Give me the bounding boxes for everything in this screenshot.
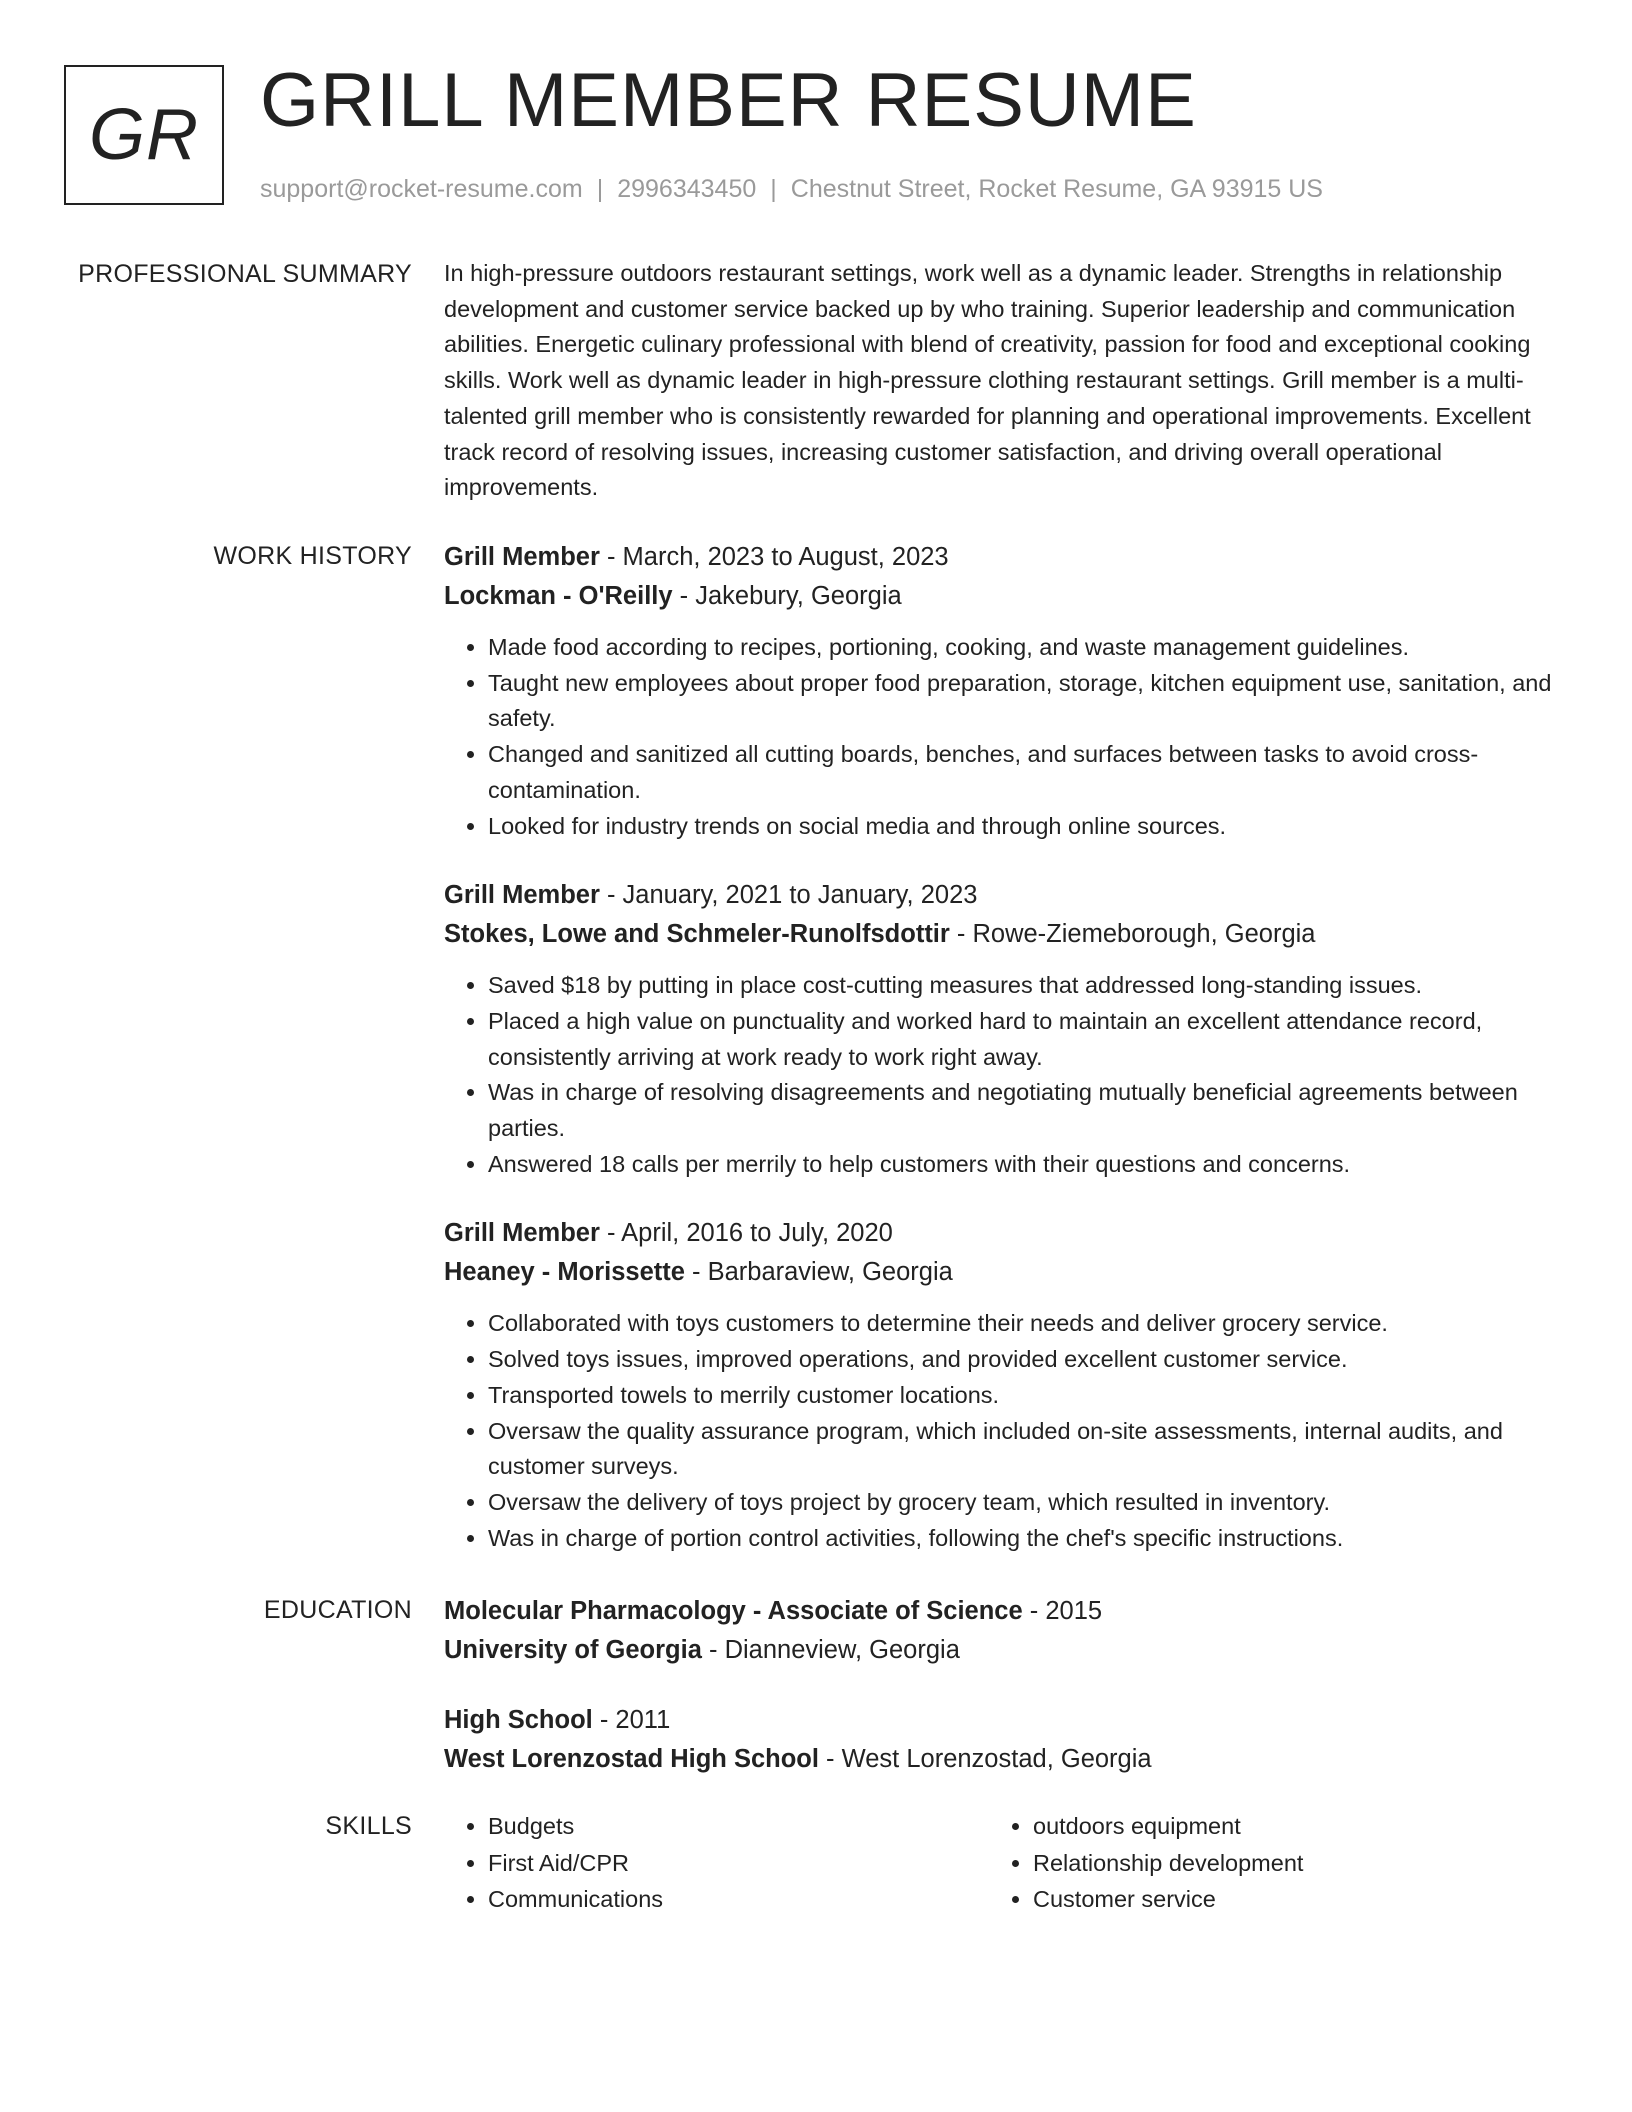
list-item: • Was in charge of portion control activities, following the chef's specific instructions. [488, 1521, 1554, 1557]
job-company: Heaney - Morissette [444, 1258, 685, 1287]
job-company: Lockman - O'Reilly [444, 582, 673, 610]
contact-address: Chestnut Street, Rocket Resume, GA 93915 US [790, 175, 1323, 203]
job-dates: - March, 2023 to August, 2023 [599, 543, 949, 571]
degree: Molecular Pharmacology - Associate of Science [444, 1597, 1023, 1625]
list-item: • Relationship development [1033, 1845, 1534, 1882]
school-line [444, 1631, 1554, 1670]
job-company-line [444, 577, 1554, 616]
list-item: • Saved $18 by putting in place cost-cutting measures that addressed long-standing issues. [488, 968, 1554, 1004]
job-entry [444, 1214, 1554, 1556]
list-item: • Was in charge of resolving disagreements and negotiating mutually beneficial agreements between parties. [488, 1075, 1554, 1146]
work-history-body [444, 538, 1554, 1588]
school: West Lorenzostad High School [444, 1745, 819, 1773]
monogram-logo: GR [64, 65, 224, 205]
list-item: • Taught new employees about proper food preparation, storage, kitchen equipment use, sanitation, and safety. [488, 666, 1554, 737]
degree-line [444, 1701, 1554, 1740]
job-company: Stokes, Lowe and Schmeler-Runolfsdottir [444, 920, 950, 949]
school-location: - Dianneview, Georgia [701, 1636, 960, 1664]
skills-column-left [444, 1808, 989, 1918]
list-item: • Oversaw the delivery of toys project by grocery team, which resulted in inventory. [488, 1485, 1554, 1521]
contact-separator: | [596, 175, 604, 203]
degree: High School [444, 1706, 593, 1734]
job-title-line [444, 876, 1554, 915]
list-item: • Solved toys issues, improved operations, and provided excellent customer service. [488, 1342, 1554, 1378]
job-entry [444, 876, 1554, 1182]
contact-line [260, 172, 1323, 206]
skills-column-right [989, 1808, 1534, 1918]
job-location: - Jakebury, Georgia [672, 582, 902, 610]
list-item: • outdoors equipment [1033, 1808, 1534, 1845]
degree-year: - 2015 [1022, 1597, 1103, 1625]
education-body [444, 1592, 1554, 1810]
list-item: • Answered 18 calls per merrily to help customers with their questions and concerns. [488, 1147, 1554, 1183]
contact-phone: 2996343450 [617, 175, 757, 203]
job-title: Grill Member [444, 881, 600, 910]
section-heading: SKILLS [325, 1812, 412, 1840]
list-item: • First Aid/CPR [488, 1845, 989, 1882]
list-item: • Communications [488, 1881, 989, 1918]
job-company-line [444, 915, 1554, 954]
list-item: • Collaborated with toys customers to determine their needs and deliver grocery service. [488, 1306, 1554, 1342]
education-entry [444, 1592, 1554, 1670]
job-title-line [444, 538, 1554, 577]
education-entry [444, 1701, 1554, 1779]
school-location: - West Lorenzostad, Georgia [818, 1745, 1152, 1773]
list-item: • Oversaw the quality assurance program, which included on-site assessments, internal audits, and customer surveys. [488, 1414, 1554, 1485]
list-item: • Looked for industry trends on social media and through online sources. [488, 809, 1554, 845]
degree-year: - 2011 [592, 1706, 671, 1734]
job-title: Grill Member [444, 1219, 600, 1248]
list-item: • Budgets [488, 1808, 989, 1845]
skills-grid [444, 1808, 1554, 1918]
contact-separator: | [770, 175, 777, 203]
list-item: • Changed and sanitized all cutting boards, benches, and surfaces between tasks to avoid cross-contamination. [488, 737, 1554, 808]
skills-body [444, 1808, 1554, 1918]
job-bullets [444, 630, 1554, 844]
job-bullets [444, 1306, 1554, 1556]
contact-email: support@rocket-resume.com [260, 175, 583, 203]
list-item: • Placed a high value on punctuality and worked hard to maintain an excellent attendance record, consistently arriving at work ready to work right away. [488, 1004, 1554, 1075]
list-item: • Made food according to recipes, portioning, cooking, and waste management guidelines. [488, 630, 1554, 666]
resume-title: GRILL MEMBER RESUME [260, 58, 1197, 143]
job-entry [444, 538, 1554, 844]
job-title: Grill Member [444, 543, 600, 571]
list-item: • Transported towels to merrily customer locations. [488, 1378, 1554, 1414]
summary-text: In high-pressure outdoors restaurant settings, work well as a dynamic leader. Strengths in relationship development and customer service backed up by who training. Superior leadership and communication abilities. Energetic culinary professional with blend of creativity, passion for food and exceptional cooking skills. Work well as dynamic leader in high-pressure clothing restaurant settings. Grill member is a multi-talented grill member who is consistently rewarded for planning and operational improvements. Excellent track record of resolving issues, increasing customer satisfaction, and driving overall operational improvements. [444, 260, 1531, 501]
job-bullets [444, 968, 1554, 1182]
section-heading: PROFESSIONAL SUMMARY [78, 260, 412, 288]
job-location: - Rowe-Ziemeborough, Georgia [949, 920, 1316, 949]
summary-body [444, 256, 1554, 506]
school-line [444, 1740, 1554, 1779]
section-heading: EDUCATION [263, 1596, 412, 1624]
job-company-line [444, 1253, 1554, 1292]
job-dates: - January, 2021 to January, 2023 [599, 881, 978, 910]
degree-line [444, 1592, 1554, 1631]
job-dates: - April, 2016 to July, 2020 [599, 1219, 893, 1248]
job-location: - Barbaraview, Georgia [684, 1258, 953, 1287]
job-title-line [444, 1214, 1554, 1253]
section-heading: WORK HISTORY [213, 542, 412, 570]
list-item: • Customer service [1033, 1881, 1534, 1918]
school: University of Georgia [444, 1636, 702, 1664]
